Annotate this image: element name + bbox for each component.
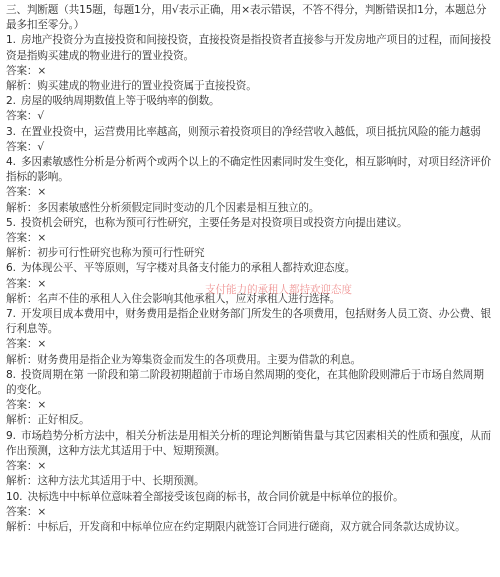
- question-text: 10. 决标选中中标单位意味着全部接受该包商的标书，故合同价就是中标单位的报价。: [6, 490, 404, 503]
- analysis-line: 解析：财务费用是指企业为筹集资金而发生的各项费用。主要为借款的利息。: [6, 353, 362, 366]
- answer-mark: ×: [37, 232, 47, 245]
- question-text: 8. 投资周期在第 一阶段和第二阶段初期超前于市场自然周期的变化，在其他阶段则滞后于市场自然周期的变化。: [6, 368, 484, 397]
- question-2: [6, 94, 494, 124]
- question-6: [6, 261, 494, 307]
- question-text: 5. 投资机会研究，也称为预可行性研究，主要任务是对投资项目或投资方向提出建议。: [6, 216, 408, 229]
- answer-mark: ×: [37, 64, 47, 77]
- answer-line: 答案：×: [6, 505, 47, 518]
- answer-mark: ×: [37, 505, 47, 518]
- answer-line: 答案：×: [6, 232, 47, 245]
- analysis-line: 解析：多因素敏感性分析须假定同时变动的几个因素是相互独立的。: [6, 201, 320, 214]
- answer-line: 答案：×: [6, 64, 47, 77]
- question-5: [6, 216, 494, 262]
- analysis-line: 解析：正好相反。: [6, 414, 90, 427]
- answer-line: 答案：√: [6, 140, 44, 153]
- answer-mark: ×: [37, 338, 47, 351]
- question-text: 4. 多因素敏感性分析是分析两个或两个以上的不确定性因素同时发生变化，相互影响时，对项目经济评价指标的影响。: [6, 156, 491, 184]
- analysis-line: 解析：中标后，开发商和中标单位应在约定期限内就签订合同进行磋商，双方就合同条款达成协议。: [6, 520, 466, 533]
- question-10: [6, 490, 494, 536]
- section-header-text: 三、判断题（共15题，每题1分，用√表示正确，用×表示错误，不答不得分，判断错误扣1分，本题总分最多扣至零分。）: [6, 4, 487, 32]
- answer-line: 答案：√: [6, 110, 44, 123]
- question-text: 6. 为体现公平、平等原则，写字楼对具备支付能力的承租人都持欢迎态度。: [6, 262, 356, 275]
- watermark-text: 支付能力的承租人都持欢迎态度: [205, 284, 352, 296]
- answer-mark: ×: [37, 460, 47, 473]
- question-text: 1. 房地产投资分为直接投资和间接投资，直接投资是指投资者直接参与开发房地产项目的过程，而间接投资是指购买建成的物业进行的置业投资。: [6, 34, 491, 62]
- question-8: [6, 368, 494, 429]
- question-3: [6, 125, 494, 155]
- question-9: [6, 429, 494, 490]
- answer-mark: √: [37, 140, 44, 153]
- question-7: [6, 307, 494, 368]
- question-text: 7. 开发项目成本费用中，财务费用是指企业财务部门所发生的各项费用，包括财务人员工资、办公费、银行利息等。: [6, 308, 491, 336]
- question-text: 9. 市场趋势分析方法中，相关分析法是用相关分析的理论判断销售量与其它因素相关的性质和强度，从而作出预测，这种方法尤其适用于中、短期预测。: [6, 429, 491, 457]
- answer-line: 答案：×: [6, 186, 47, 199]
- answer-line: 答案：×: [6, 338, 47, 351]
- question-text: 3. 在置业投资中，运营费用比率越高，则预示着投资项目的净经营收入越低，项目抵抗风险的能力越弱: [6, 125, 481, 138]
- answer-line: 答案：×: [6, 460, 47, 473]
- answer-mark: ×: [37, 277, 47, 290]
- question-text: 2. 房屋的吸纳周期数值上等于吸纳率的倒数。: [6, 95, 220, 108]
- analysis-line: 解析：初步可行性研究也称为预可行性研究: [6, 247, 205, 260]
- question-1: [6, 33, 494, 94]
- answer-mark: ×: [37, 399, 47, 412]
- analysis-line: 解析：这种方法尤其适用于中、长期预测。: [6, 475, 205, 488]
- question-4: [6, 155, 494, 216]
- answer-mark: ×: [37, 186, 47, 199]
- answer-line: 答案：×: [6, 399, 47, 412]
- answer-line: 答案：×: [6, 277, 47, 290]
- section-header: [6, 3, 494, 33]
- answer-mark: √: [37, 110, 44, 123]
- analysis-line: 解析：购买建成的物业进行的置业投资属于直接投资。: [6, 80, 257, 93]
- analysis-line: 解析：名声不佳的承租人入住会影响其他承租人，应对承租人进行选择。: [6, 292, 341, 305]
